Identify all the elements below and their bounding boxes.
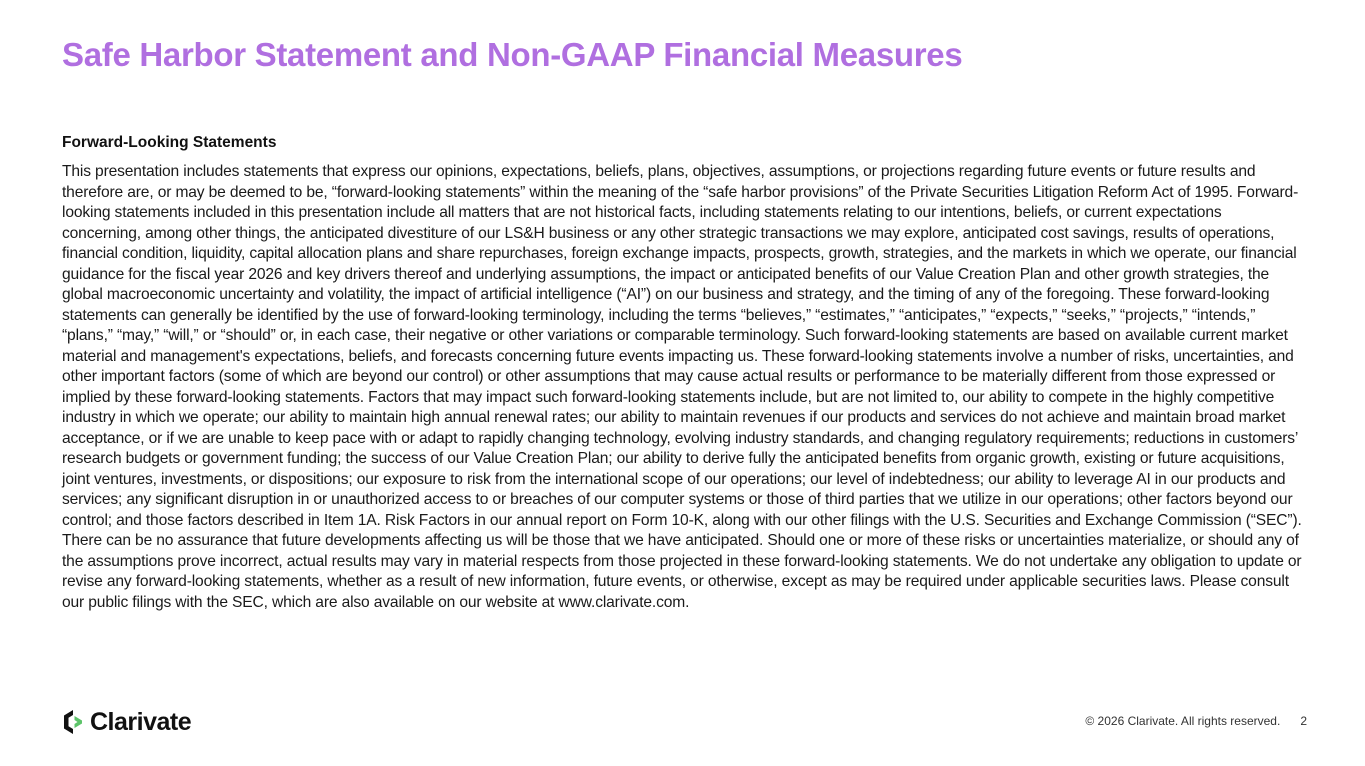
slide-title: Safe Harbor Statement and Non-GAAP Financial Measures	[62, 36, 963, 73]
section-heading: Forward-Looking Statements	[62, 134, 277, 151]
forward-looking-statements-body: This presentation includes statements that express our opinions, expectations, beliefs, plans, objectives, assumptions, or projections regarding future events or future results and therefore are, or may be deemed to be, “forward-looking statements” within the meaning of the “safe harbor provisions” of the Private Securities Litigation Reform Act of 1995. Forward-looking statements included in this presentation include all matters that are not historical facts, including statements relating to our intentions, beliefs, or current expectations concerning, among other things, the anticipated divestiture of our LS&H business or any other strategic transactions we may explore, anticipated cost savings, results of operations, financial condition, liquidity, capital allocation plans and share repurchases, foreign exchange impacts, prospects, growth, strategies, and the markets in which we operate, our financial guidance for the fiscal year 2026 and key drivers thereof and underlying assumptions, the impact or anticipated benefits of our Value Creation Plan and other growth strategies, the global macroeconomic uncertainty and volatility, the impact of artificial intelligence (“AI”) on our business and strategy, and the timing of any of the foregoing. These forward-looking statements can generally be identified by the use of forward-looking terminology, including the terms “believes,” “estimates,” “anticipates,” “expects,” “seeks,” “projects,” “intends,” “plans,” “may,” “will,” or “should” or, in each case, their negative or other variations or comparable terminology. Such forward-looking statements are based on available current market material and management's expectations, beliefs, and forecasts concerning future events impacting us. These forward-looking statements involve a number of risks, uncertainties, and other important factors (some of which are beyond our control) or other assumptions that may cause actual results or performance to be materially different from those expressed or implied by these forward-looking statements. Factors that may impact such forward-looking statements include, but are not limited to, our ability to compete in the highly competitive industry in which we operate; our ability to maintain high annual renewal rates; our ability to maintain revenues if our products and services do not achieve and maintain broad market acceptance, or if we are unable to keep pace with or adapt to rapidly changing technology, evolving industry standards, and changing regulatory requirements; reductions in customers’ research budgets or government funding; the success of our Value Creation Plan; our ability to derive fully the anticipated benefits from organic growth, existing or future acquisitions, joint ventures, investments, or dispositions; our exposure to risk from the international scope of our operations; our level of indebtedness; our ability to leverage AI in our products and services; any significant disruption in or unauthorized access to or breaches of our computer systems or those of third parties that we utilize in our operations; other factors beyond our control; and those factors described in Item 1A. Risk Factors in our annual report on Form 10-K, along with our other filings with the U.S. Securities and Exchange Commission (“SEC”). There can be no assurance that future developments affecting us will be those that we have anticipated. Should one or more of these risks or uncertainties materialize, or should any of the assumptions prove incorrect, actual results may vary in material respects from those projected in these forward-looking statements. We do not undertake any obligation to update or revise any forward-looking statements, whether as a result of new information, future events, or otherwise, except as may be required under applicable securities laws. Please consult our public filings with the SEC, which are also available on our website at www.clarivate.com.	[62, 163, 1302, 611]
logo-wordmark: Clarivate	[90, 707, 192, 736]
slide-footer	[1085, 714, 1307, 728]
copyright-text: © 2026 Clarivate. All rights reserved.	[1085, 714, 1281, 728]
clarivate-logo-icon	[62, 709, 84, 735]
page-number: 2	[1300, 714, 1307, 728]
clarivate-logo	[62, 707, 191, 737]
